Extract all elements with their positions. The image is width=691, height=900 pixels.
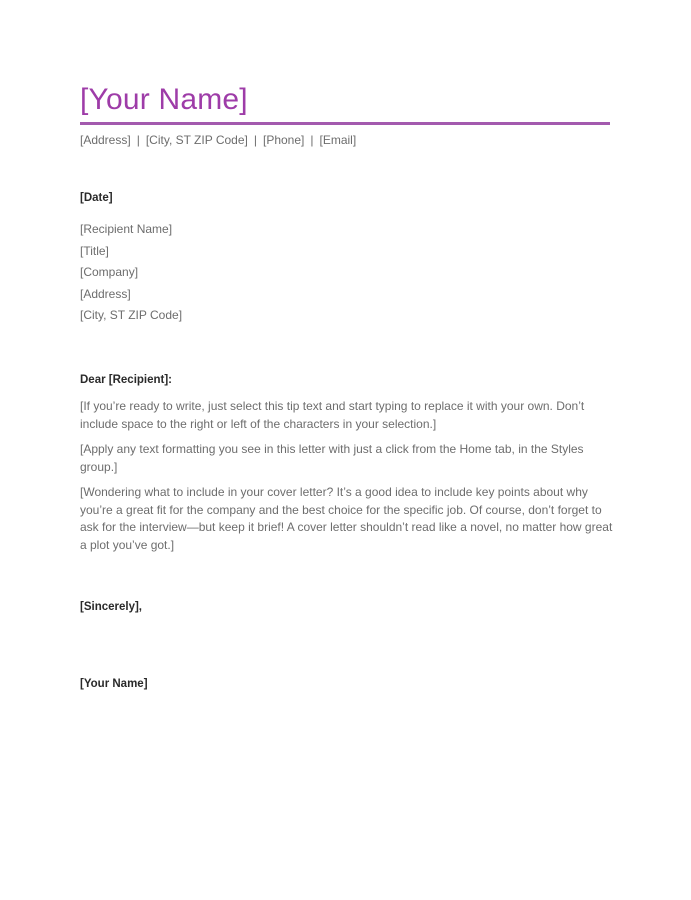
closing[interactable]: [Sincerely],	[80, 601, 142, 613]
name-underline-rule	[80, 122, 610, 125]
letter-body	[80, 398, 620, 562]
recipient-block	[80, 221, 182, 329]
contact-separator: |	[253, 133, 257, 147]
sender-phone[interactable]: [Phone]	[263, 133, 305, 147]
letter-date[interactable]: [Date]	[80, 192, 113, 204]
salutation[interactable]: Dear [Recipient]:	[80, 374, 173, 386]
recipient-title[interactable]: [Title]	[80, 243, 109, 258]
sender-address[interactable]: [Address]	[80, 133, 131, 147]
recipient-city-state-zip[interactable]: [City, ST ZIP Code]	[80, 308, 183, 322]
contact-separator: |	[136, 133, 140, 147]
recipient-name[interactable]: [Recipient Name]	[80, 222, 173, 236]
recipient-company[interactable]: [Company]	[80, 265, 139, 279]
signature-name[interactable]: [Your Name]	[80, 678, 148, 690]
body-paragraph[interactable]: [If you’re ready to write, just select this tip text and start typing to replace it with your own. Don’t include space to the right or left of the characters in your selection.]	[80, 399, 585, 431]
contact-line	[80, 131, 356, 149]
sender-name[interactable]: [Your Name]	[80, 83, 248, 116]
sender-city-state-zip[interactable]: [City, ST ZIP Code]	[145, 133, 248, 147]
body-paragraph[interactable]: [Apply any text formatting you see in this letter with just a click from the Home tab, in the Styles group.]	[80, 442, 584, 474]
sender-email[interactable]: [Email]	[319, 133, 357, 147]
contact-separator: |	[310, 133, 314, 147]
recipient-address[interactable]: [Address]	[80, 286, 131, 301]
body-paragraph[interactable]: [Wondering what to include in your cover letter? It’s a good idea to include key points about why you’re a great fit for the company and the best choice for the specific job. Of course, don’t forget to ask for the interview—but keep it brief! A cover letter shouldn’t read like a novel, no matter how great a plot you’ve got.]	[80, 485, 613, 552]
